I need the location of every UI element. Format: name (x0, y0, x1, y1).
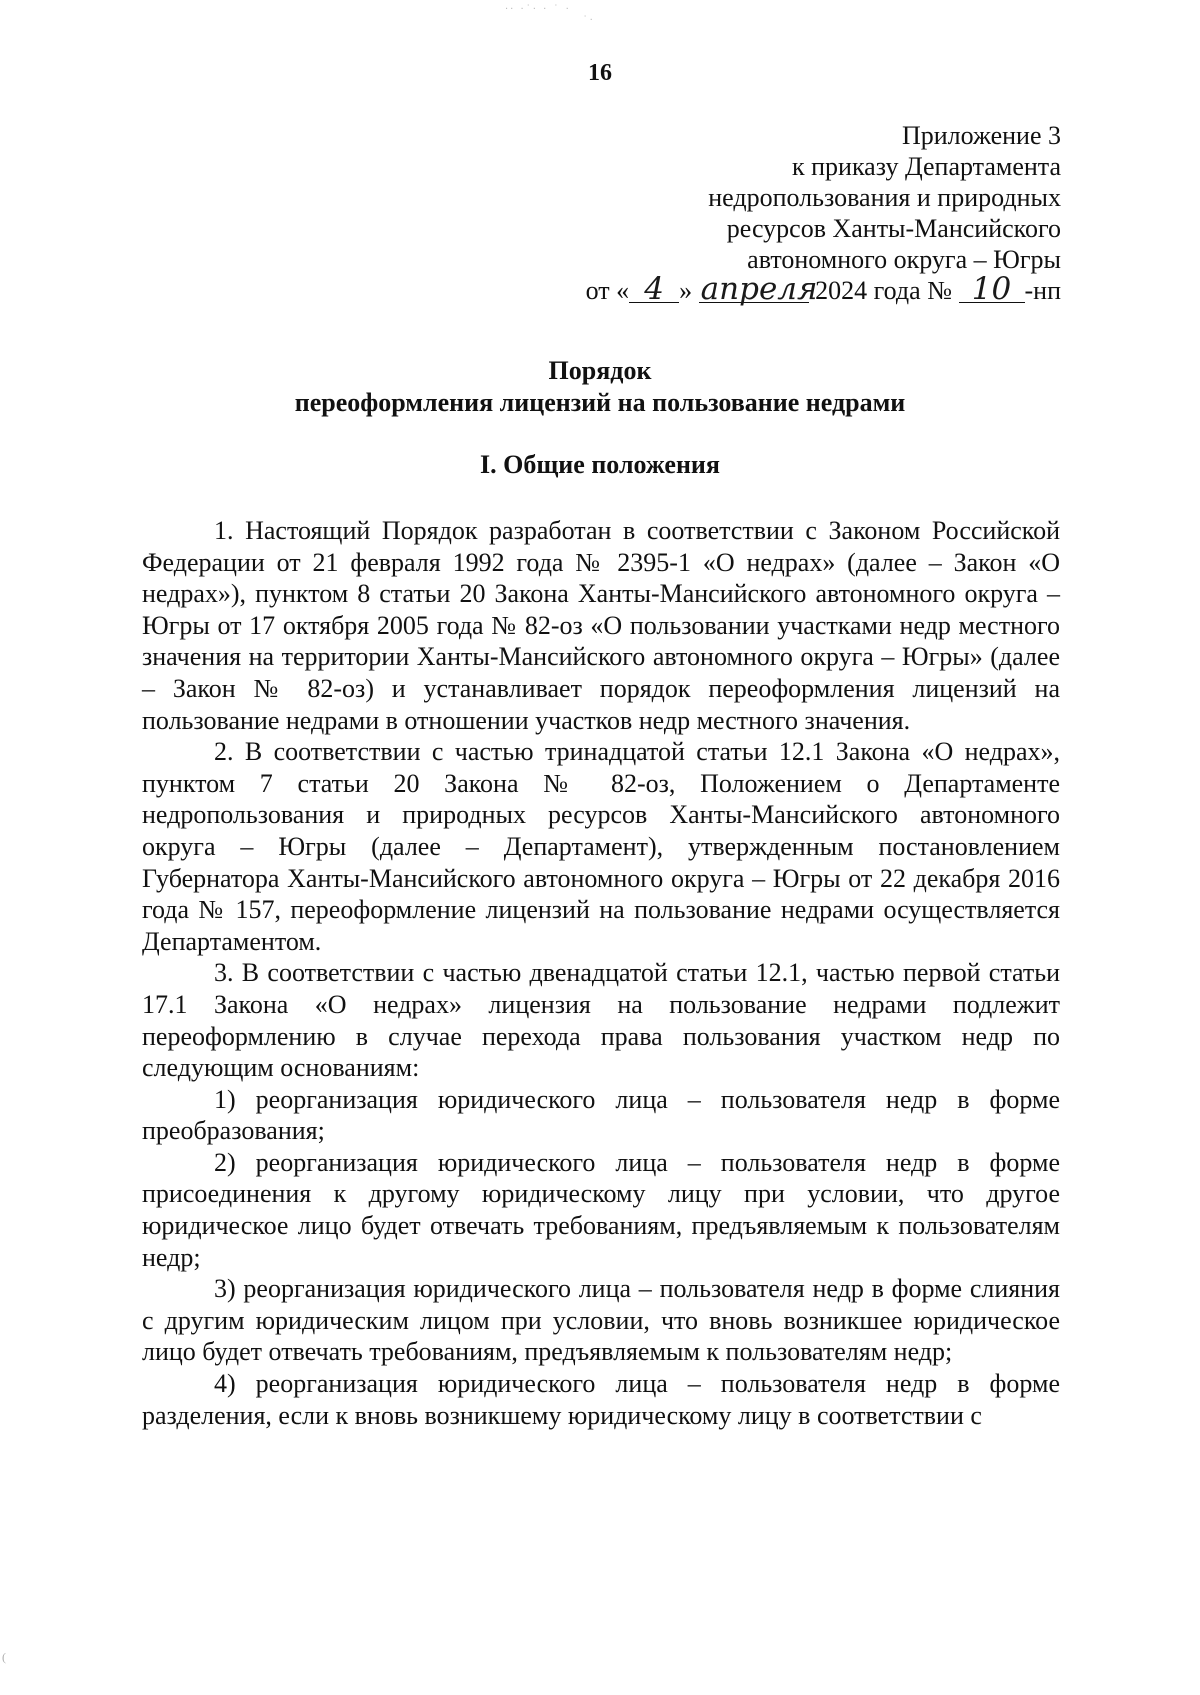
appendix-line: к приказу Департамента (791, 152, 1061, 181)
date-prefix: от « (585, 276, 630, 305)
handwritten-order-number: 10 (959, 276, 1025, 303)
list-item: 3) реорганизация юридического лица – пользователя недр в форме слияния с другим юридическим лицом при условии, что вновь возникшее юридическое лицо будет отвечать требованиям, предъявляемым к пользователям недр; (142, 1274, 1060, 1367)
document-title: Порядок (548, 356, 652, 385)
list-item: 1) реорганизация юридического лица – пользователя недр в форме преобразования; (142, 1084, 1060, 1146)
page-number: 16 (588, 60, 612, 86)
list-item: 4) реорганизация юридического лица – пользователя недр в форме разделения, если к вновь возникшему юридическому лицу в соответствии с (142, 1369, 1060, 1430)
paragraph: 1. Настоящий Порядок разработан в соответствии с Законом Российской Федерации от 21 февраля 1992 года № 2395-1 «О недрах» (далее – Закон «О недрах»), пунктом 8 статьи 20 Закона Ханты-Мансийского автономного округа – Югры от 17 октября 2005 года № 82-оз «О пользовании участками недр местного значения на территории Ханты-Мансийского автономного округа – Югры» (далее – Закон № 82-оз) и устанавливает порядок переоформления лицензий на пользование недрами в отношении участков недр местного значения. (142, 516, 1060, 735)
scan-edge-mark: ( (2, 1650, 6, 1664)
paragraph: 3. В соответствии с частью двенадцатой статьи 12.1, частью первой статьи 17.1 Закона «О недрах» лицензия на пользование недрами подлежит переоформлению в случае перехода права пользования участком недр по следующим основаниям: (142, 958, 1060, 1083)
scan-artifact: ·· ·˙· · ˙ · ˙· (505, 4, 595, 26)
section-heading: I. Общие положения (480, 450, 720, 479)
appendix-line: автономного округа – Югры (747, 245, 1061, 274)
appendix-line: недропользования и природных (708, 183, 1061, 212)
appendix-date-line (541, 271, 1061, 307)
date-year: 2024 года № (808, 276, 959, 305)
date-mid: » (679, 276, 699, 305)
appendix-line: ресурсов Ханты-Мансийского (726, 214, 1061, 243)
paragraph: 2. В соответствии с частью тринадцатой статьи 12.1 Закона «О недрах», пунктом 7 статьи 20 Закона № 82-оз, Положением о Департаменте недропользования и природных ресурсов Ханты-Мансийского автономного округа – Югры (далее – Департамент), утвержденным постановлением Губернатора Ханты-Мансийского автономного округа – Югры от 22 декабря 2016 года № 157, переоформление лицензий на пользование недрами осуществляется Департаментом. (142, 737, 1060, 956)
handwritten-day: 4 (629, 276, 679, 303)
list-item: 2) реорганизация юридического лица – пользователя недр в форме присоединения к другому юридическому лицу при условии, что другое юридическое лицо будет отвечать требованиям, предъявляемым к пользователям недр; (142, 1147, 1060, 1272)
appendix-header (541, 120, 1061, 306)
appendix-line: Приложение 3 (901, 121, 1061, 150)
document-body (142, 515, 1060, 1431)
document-subtitle: переоформления лицензий на пользование недрами (294, 388, 906, 417)
order-suffix: -нп (1024, 276, 1061, 305)
handwritten-month: апреля (700, 271, 818, 307)
